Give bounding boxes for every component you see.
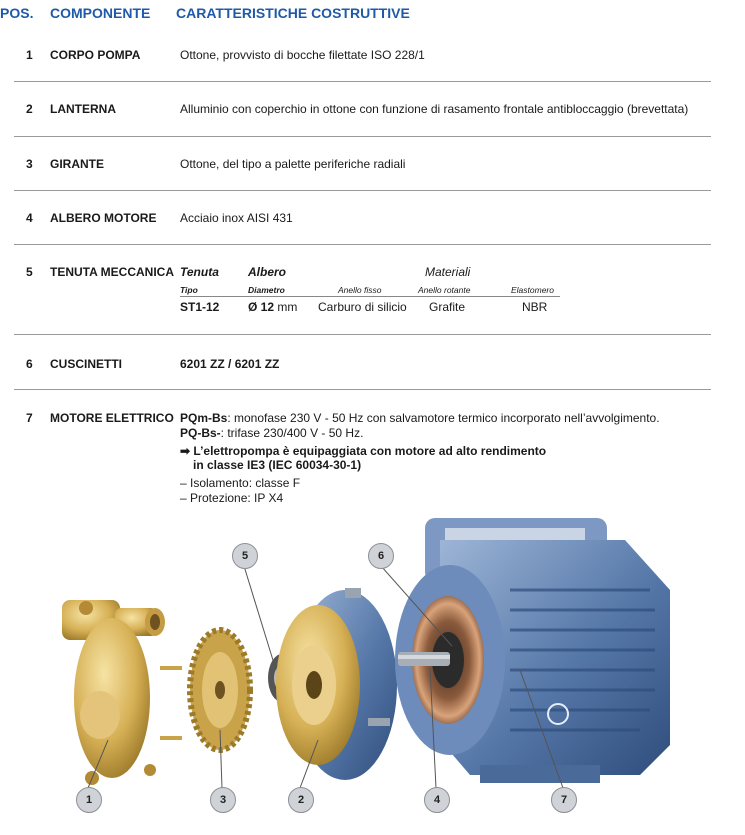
motor-insulation: – Isolamento: classe F: [180, 476, 301, 490]
studs: [160, 668, 182, 738]
motor-note-line1: L’elettropompa è equipaggiata con motore ad alto rendimento: [193, 444, 547, 458]
row-divider: [14, 244, 711, 245]
row-component: TENUTA MECCANICA: [50, 265, 174, 279]
row-pos: 7: [26, 411, 33, 425]
motor-label-pq: PQ-Bs-: [180, 426, 221, 440]
row-component: CUSCINETTI: [50, 357, 122, 371]
motor-line-mono: [180, 411, 660, 425]
row-description: Alluminio con coperchio in ottone con funzione di rasamento frontale antibloccaggio (brevettata): [180, 102, 689, 116]
header-features: CARATTERISTICHE COSTRUTTIVE: [176, 5, 410, 21]
seal-value-diametro: [248, 300, 297, 314]
row-pos: 6: [26, 357, 33, 371]
motor-note: [180, 444, 546, 458]
motor-protection: – Protezione: IP X4: [180, 491, 284, 505]
motor-text-pq: : trifase 230/400 V - 50 Hz.: [220, 426, 364, 440]
seal-sub-anello-fisso: Anello fisso: [338, 285, 382, 295]
row-component: ALBERO MOTORE: [50, 211, 157, 225]
row-pos: 3: [26, 157, 33, 171]
callout-2: 2: [288, 787, 314, 813]
seal-header-albero: Albero: [248, 265, 287, 279]
row-divider: [14, 136, 711, 137]
row-description: 6201 ZZ / 6201 ZZ: [180, 357, 280, 371]
seal-table-divider: [180, 296, 560, 297]
row-divider: [14, 190, 711, 191]
pump-body-part: [62, 600, 165, 785]
callout-5: 5: [232, 543, 258, 569]
header-pos: POS.: [0, 5, 34, 21]
lantern-part: [276, 588, 397, 780]
seal-sub-tipo: Tipo: [180, 285, 198, 295]
motor-label-pqm: PQm-Bs: [180, 411, 228, 425]
callout-3: 3: [210, 787, 236, 813]
row-description: Ottone, provvisto di bocche filettate ISO 228/1: [180, 48, 425, 62]
seal-sub-diametro: Diametro: [248, 285, 285, 295]
seal-diameter-symbol: Ø 12: [248, 300, 275, 314]
motor-shaft-part: [398, 652, 450, 666]
row-pos: 5: [26, 265, 33, 279]
row-description: Acciaio inox AISI 431: [180, 211, 293, 225]
motor-note-line2: in classe IE3 (IEC 60034-30-1): [193, 458, 362, 472]
seal-header-materiali: Materiali: [425, 265, 471, 279]
callout-6: 6: [368, 543, 394, 569]
row-description: Ottone, del tipo a palette periferiche radiali: [180, 157, 406, 171]
row-divider: [14, 389, 711, 390]
row-component: LANTERNA: [50, 102, 116, 116]
motor-part: [395, 518, 670, 783]
callout-7: 7: [551, 787, 577, 813]
seal-sub-elastomero: Elastomero: [511, 285, 554, 295]
seal-value-elastomero: NBR: [522, 300, 548, 314]
motor-text-pqm: : monofase 230 V - 50 Hz con salvamotore termico incorporato nell’avvolgimento.: [227, 411, 660, 425]
seal-header-tenuta: Tenuta: [180, 265, 219, 279]
row-divider: [14, 334, 711, 335]
arrow-icon: ➡: [180, 444, 191, 458]
seal-diameter-unit: mm: [277, 300, 298, 314]
header-component: COMPONENTE: [50, 5, 151, 21]
row-component: GIRANTE: [50, 157, 104, 171]
seal-value-anello-fisso: Carburo di silicio: [318, 300, 407, 314]
row-pos: 4: [26, 211, 33, 225]
seal-sub-anello-rotante: Anello rotante: [418, 285, 471, 295]
row-component: MOTORE ELETTRICO: [50, 411, 174, 425]
row-pos: 2: [26, 102, 33, 116]
seal-value-anello-rotante: Grafite: [429, 300, 466, 314]
row-pos: 1: [26, 48, 33, 62]
seal-value-tipo: ST1-12: [180, 300, 220, 314]
row-divider: [14, 81, 711, 82]
callout-1: 1: [76, 787, 102, 813]
motor-line-tri: [180, 426, 363, 440]
callout-4: 4: [424, 787, 450, 813]
row-component: CORPO POMPA: [50, 48, 141, 62]
